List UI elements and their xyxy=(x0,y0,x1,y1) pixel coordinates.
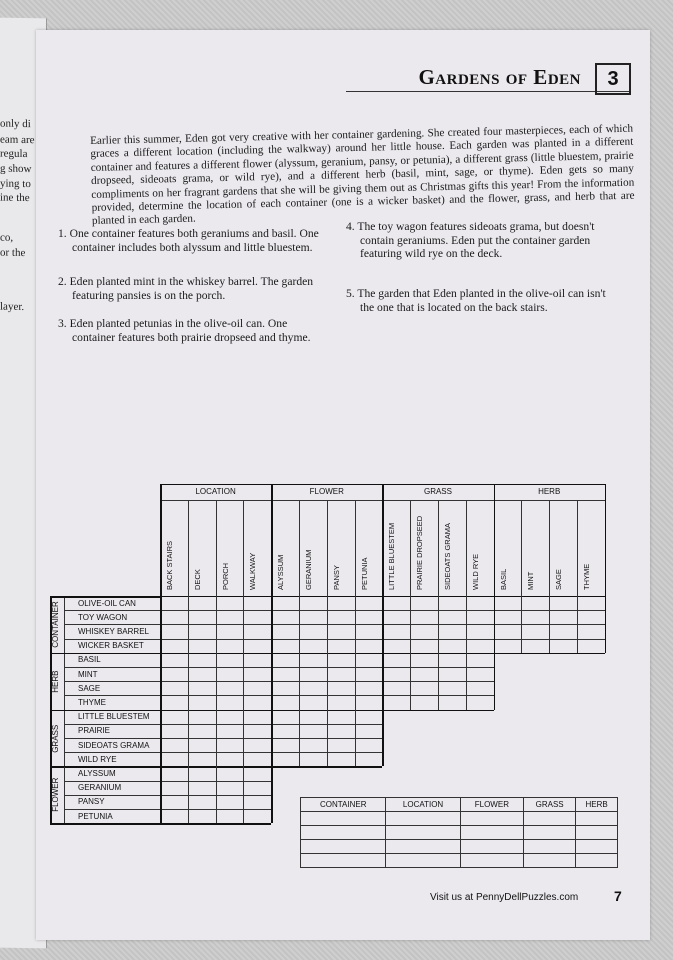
clue-1: 1. One container features both geraniums and basil. One container includes both alyssum and little bluestem. xyxy=(58,227,319,254)
grid-line xyxy=(271,484,273,596)
grid-line xyxy=(64,639,605,640)
row-label: OLIVE-OIL CAN xyxy=(78,598,136,608)
grid-line xyxy=(438,500,439,596)
grid-line xyxy=(64,610,605,611)
grid-line xyxy=(299,596,300,653)
previous-page-text: ine the xyxy=(0,191,30,205)
grid-line xyxy=(64,710,382,711)
answer-cell[interactable] xyxy=(460,840,523,854)
answer-cell[interactable] xyxy=(386,826,460,840)
grid-line xyxy=(271,484,382,485)
column-label: LITTLE BLUESTEM xyxy=(387,522,397,590)
answer-row xyxy=(301,854,618,868)
column-label: DECK xyxy=(192,569,202,590)
answer-cell[interactable] xyxy=(301,826,386,840)
grid-line xyxy=(327,710,328,767)
clue-2: 2. Eden planted mint in the whiskey barrel. The garden featuring pansies is on the porch. xyxy=(58,275,314,302)
grid-line xyxy=(188,710,189,767)
grid-line xyxy=(50,710,64,711)
grid-line xyxy=(64,781,271,782)
grid-line xyxy=(243,500,244,596)
grid-line xyxy=(355,500,356,596)
grid-line xyxy=(64,795,271,796)
grid-line xyxy=(521,500,522,596)
answer-cell[interactable] xyxy=(524,812,576,826)
row-label: PETUNIA xyxy=(78,811,113,821)
answer-cell[interactable] xyxy=(301,840,386,854)
previous-page-text: ying to xyxy=(0,177,31,191)
grid-line xyxy=(494,484,605,485)
grid-line xyxy=(355,653,356,710)
answer-cell[interactable] xyxy=(576,812,618,826)
answer-cell[interactable] xyxy=(524,854,576,868)
column-label: PORCH xyxy=(220,562,230,590)
answer-cell[interactable] xyxy=(576,854,618,868)
grid-line xyxy=(466,596,467,653)
previous-page-text: regula xyxy=(0,147,28,161)
page-number: 7 xyxy=(614,888,622,904)
puzzle-title: Gardens of Eden xyxy=(418,65,581,89)
row-group-label: HERB xyxy=(51,670,60,693)
grid-line xyxy=(243,596,244,653)
grid-line xyxy=(577,596,578,653)
column-label: PANSY xyxy=(331,565,341,590)
grid-line xyxy=(64,809,271,810)
grid-line xyxy=(50,653,64,654)
grid-line xyxy=(271,596,273,653)
grid-line xyxy=(271,766,273,823)
grid-line xyxy=(216,653,217,710)
grid-line xyxy=(188,596,189,653)
column-label: GERANIUM xyxy=(304,549,313,590)
grid-line xyxy=(605,596,607,653)
grid-line xyxy=(382,653,384,710)
answer-cell[interactable] xyxy=(576,826,618,840)
answer-row xyxy=(301,812,618,826)
grid-line xyxy=(521,596,522,653)
column-group-header: FLOWER xyxy=(309,487,344,496)
row-label: MINT xyxy=(78,669,98,679)
grid-line xyxy=(243,766,244,823)
grid-line xyxy=(160,653,162,710)
column-label: PETUNIA xyxy=(359,557,369,590)
footer-text: Visit us at PennyDellPuzzles.com xyxy=(430,892,579,903)
answer-cell[interactable] xyxy=(386,812,460,826)
grid-line xyxy=(160,484,271,485)
grid-line xyxy=(327,596,328,653)
column-label: THYME xyxy=(582,563,591,590)
grid-line xyxy=(50,596,160,598)
row-label: ALYSSUM xyxy=(78,768,116,778)
grid-line xyxy=(188,766,189,823)
row-label: TOY WAGON xyxy=(78,612,128,622)
grid-line xyxy=(216,500,217,596)
row-group-label: FLOWER xyxy=(51,777,60,812)
answer-row xyxy=(301,826,618,840)
column-group-header: GRASS xyxy=(423,487,452,496)
answer-cell[interactable] xyxy=(460,812,523,826)
grid-line xyxy=(382,484,493,485)
row-label: LITTLE BLUESTEM xyxy=(78,712,150,722)
row-label: THYME xyxy=(78,697,106,707)
grid-line xyxy=(382,596,384,653)
clue-5: 5. The garden that Eden planted in the olive-oil can isn't the one that is located on the back stairs. xyxy=(346,287,606,314)
grid-line xyxy=(64,724,382,725)
grid-line xyxy=(216,596,217,653)
grid-line xyxy=(494,484,496,596)
grid-line xyxy=(64,653,494,654)
answer-table xyxy=(300,797,618,868)
clue-4: 4. The toy wagon features sideoats grama, but doesn't contain geraniums. Eden put the container garden featuring wild rye on the deck. xyxy=(346,220,595,260)
grid-line xyxy=(64,695,494,696)
answer-cell[interactable] xyxy=(460,854,523,868)
grid-line xyxy=(160,766,162,823)
grid-line xyxy=(410,596,411,653)
grid-line xyxy=(271,710,273,767)
grid-line xyxy=(299,710,300,767)
grid-line xyxy=(410,653,411,710)
answer-row xyxy=(301,840,618,854)
logic-grid xyxy=(50,484,614,836)
answer-cell[interactable] xyxy=(301,812,386,826)
column-group-header: LOCATION xyxy=(195,487,236,496)
answer-header: FLOWER xyxy=(460,798,523,812)
answer-cell[interactable] xyxy=(460,826,523,840)
row-label: WILD RYE xyxy=(78,754,117,764)
grid-line xyxy=(299,653,300,710)
previous-page-text: eam are xyxy=(0,133,35,147)
row-label: PRAIRIE xyxy=(78,726,111,736)
grid-line xyxy=(549,596,550,653)
column-label: WILD RYE xyxy=(470,553,480,590)
column-label: SAGE xyxy=(554,569,564,590)
grid-line xyxy=(188,653,189,710)
grid-line xyxy=(438,653,439,710)
title-rule xyxy=(346,91,631,92)
grid-line xyxy=(327,500,328,596)
row-group-label: GRASS xyxy=(51,723,60,752)
grid-line xyxy=(382,484,384,596)
row-label: GERANIUM xyxy=(78,783,122,793)
grid-line xyxy=(327,653,328,710)
answer-header: HERB xyxy=(576,798,618,812)
clue-3: 3. Eden planted petunias in the olive-oil can. One container features both prairie dropseed and thyme. xyxy=(58,317,311,344)
grid-line xyxy=(243,653,244,710)
column-group-header: HERB xyxy=(538,487,561,496)
grid-line xyxy=(243,710,244,767)
previous-page-text: g show xyxy=(0,162,32,176)
intro-paragraph: Earlier this summer, Eden got very creative with her container gardening. She created four masterpieces, each of which graces a different location (including the walkway) around her little house. Each garden was planted in a different container and features a different flower (alyssum, geranium, pansy, or petunia), a different grass (little bluestem, prairie dropseed, sideoats grama, or wild rye), and a different herb (basil, mint, sage, or thyme). Eden gets so many compliments on her fragrant gardens that she will be giving them out as Christmas gifts this year! From the information provided, determine the location of each container (one is a wicker basket) and the flower, grass, and herb that are planted in each garden. xyxy=(90,122,635,228)
answer-cell[interactable] xyxy=(524,840,576,854)
grid-line xyxy=(50,823,271,825)
previous-page-text: only di xyxy=(0,117,31,131)
answer-cell[interactable] xyxy=(386,840,460,854)
grid-line xyxy=(494,653,496,710)
answer-cell[interactable] xyxy=(386,854,460,868)
grid-line xyxy=(216,766,217,823)
grid-line xyxy=(216,710,217,767)
grid-line xyxy=(382,710,384,767)
grid-line xyxy=(271,653,273,710)
title-bar xyxy=(346,63,631,93)
grid-line xyxy=(466,653,467,710)
column-label: ALYSSUM xyxy=(276,554,286,590)
column-label: PRAIRIE DROPSEED xyxy=(415,515,425,590)
grid-line xyxy=(466,500,467,596)
grid-line xyxy=(549,500,550,596)
grid-line xyxy=(188,500,189,596)
grid-line xyxy=(577,500,578,596)
grid-line xyxy=(438,596,439,653)
row-label: SIDEOATS GRAMA xyxy=(78,740,150,750)
previous-page-text: co, xyxy=(0,231,14,244)
column-label: WALKWAY xyxy=(248,552,258,590)
column-label: BACK STAIRS xyxy=(165,540,174,590)
grid-line xyxy=(355,596,356,653)
grid-line xyxy=(160,484,162,596)
puzzle-number: 3 xyxy=(595,63,631,95)
column-label: SIDEOATS GRAMA xyxy=(443,523,452,590)
grid-line xyxy=(64,766,271,767)
answer-header: CONTAINER xyxy=(301,798,386,812)
answer-header: LOCATION xyxy=(386,798,460,812)
grid-line xyxy=(64,667,494,668)
answer-cell[interactable] xyxy=(576,840,618,854)
grid-line xyxy=(160,710,162,767)
row-label: WICKER BASKET xyxy=(78,641,144,651)
grid-line xyxy=(64,752,382,753)
row-label: PANSY xyxy=(78,797,105,807)
grid-line xyxy=(299,500,300,596)
answer-cell[interactable] xyxy=(524,826,576,840)
column-label: MINT xyxy=(526,571,536,590)
row-label: BASIL xyxy=(78,655,101,665)
grid-line xyxy=(64,681,494,682)
answer-header: GRASS xyxy=(524,798,576,812)
answer-cell[interactable] xyxy=(301,854,386,868)
grid-line xyxy=(64,624,605,625)
column-label: BASIL xyxy=(498,568,508,590)
grid-line xyxy=(64,738,382,739)
row-group-label: CONTAINER xyxy=(51,601,60,648)
grid-line xyxy=(355,710,356,767)
previous-page-text: or the xyxy=(0,246,26,260)
grid-line xyxy=(494,596,496,653)
previous-page-text: layer. xyxy=(0,300,25,314)
row-label: WHISKEY BARREL xyxy=(78,626,149,636)
grid-line xyxy=(160,596,162,653)
grid-line xyxy=(410,500,411,596)
row-label: SAGE xyxy=(78,683,101,693)
